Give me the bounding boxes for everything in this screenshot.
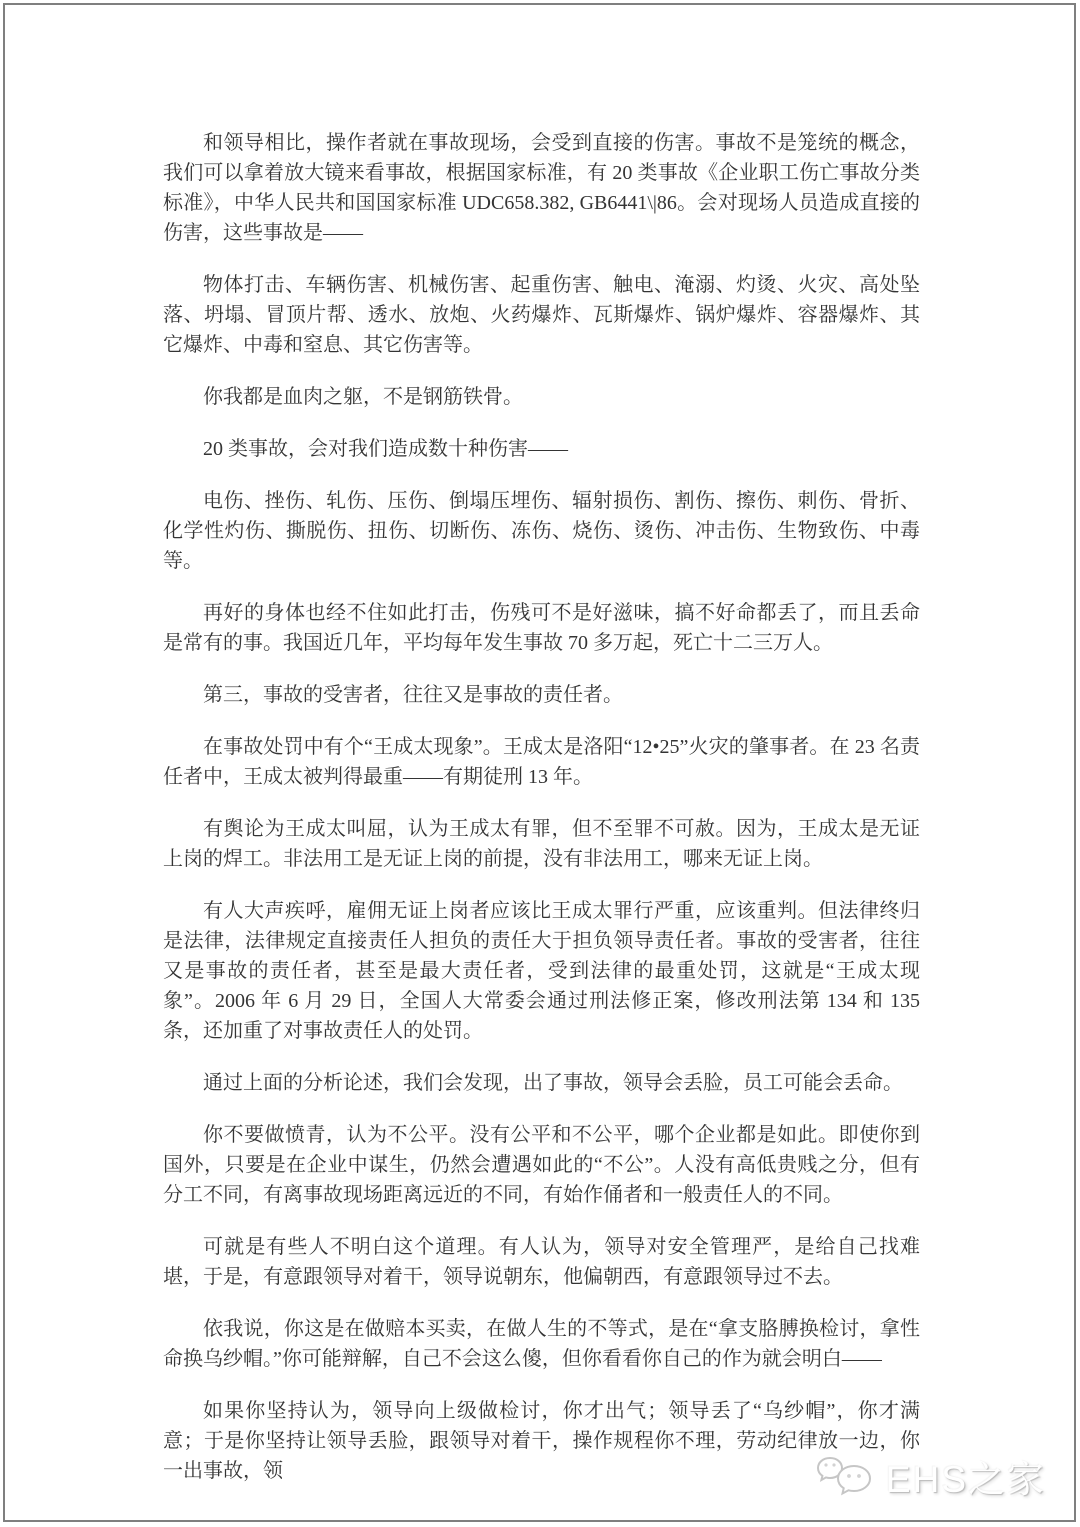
paragraph: 第三，事故的受害者，往往又是事故的责任者。 (203, 684, 623, 706)
document-body (163, 128, 920, 1508)
paragraph: 通过上面的分析论述，我们会发现，出了事故，领导会丢脸，员工可能会丢命。 (203, 1072, 903, 1094)
paragraph: 有舆论为王成太叫屈，认为王成太有罪，但不至罪不可赦。因为，王成太是无证上岗的焊工。非法用工是无证上岗的前提，没有非法用工，哪来无证上岗。 (163, 818, 920, 870)
paragraph: 电伤、挫伤、轧伤、压伤、倒塌压埋伤、辐射损伤、割伤、擦伤、刺伤、骨折、化学性灼伤、撕脱伤、扭伤、切断伤、冻伤、烧伤、烫伤、冲击伤、生物致伤、中毒等。 (163, 490, 920, 572)
watermark-label: EHS之家 (885, 1459, 1046, 1500)
paragraph: 有人大声疾呼，雇佣无证上岗者应该比王成太罪行严重，应该重判。但法律终归是法律，法律规定直接责任人担负的责任大于担负领导责任者。事故的受害者，往往又是事故的责任者，甚至是最大责任者，受到法律的最重处罚，这就是“王成太现象”。2006 年 6 月 29 日，全国人大常委会通过刑法修正案，修改刑法第 134 和 135 条，还加重了对事故责任人的处罚。 (163, 900, 920, 1042)
paragraph: 和领导相比，操作者就在事故现场，会受到直接的伤害。事故不是笼统的概念，我们可以拿着放大镜来看事故，根据国家标准，有 20 类事故《企业职工伤亡事故分类标准》，中华人民共和国国家标准 UDC658.382, GB6441\|86。会对现场人员造成直接的伤害，这些事故是—— (163, 132, 920, 244)
watermark (816, 1449, 1046, 1503)
paragraph: 可就是有些人不明白这个道理。有人认为，领导对安全管理严，是给自己找难堪，于是，有意跟领导对着干，领导说朝东，他偏朝西，有意跟领导过不去。 (163, 1236, 920, 1288)
paragraph: 20 类事故，会对我们造成数十种伤害—— (203, 438, 568, 460)
paragraph: 物体打击、车辆伤害、机械伤害、起重伤害、触电、淹溺、灼烫、火灾、高处坠落、坍塌、冒顶片帮、透水、放炮、火药爆炸、瓦斯爆炸、锅炉爆炸、容器爆炸、其它爆炸、中毒和窒息、其它伤害等。 (163, 274, 920, 356)
paragraph: 你我都是血肉之躯，不是钢筋铁骨。 (203, 386, 523, 408)
paragraph: 如果你坚持认为，领导向上级做检讨，你才出气；领导丢了“乌纱帽”，你才满意；于是你坚持让领导丢脸，跟领导对着干，操作规程你不理，劳动纪律放一边，你一出事故，领 (163, 1400, 920, 1482)
paragraph: 在事故处罚中有个“王成太现象”。王成太是洛阳“12•25”火灾的肇事者。在 23 名责任者中，王成太被判得最重——有期徒刑 13 年。 (163, 736, 920, 788)
wechat-icon (816, 1452, 878, 1500)
paragraph: 再好的身体也经不住如此打击，伤残可不是好滋味，搞不好命都丢了，而且丢命是常有的事。我国近几年，平均每年发生事故 70 多万起，死亡十二三万人。 (163, 602, 920, 654)
paragraph: 你不要做愤青，认为不公平。没有公平和不公平，哪个企业都是如此。即使你到国外，只要是在企业中谋生，仍然会遭遇如此的“不公”。人没有高低贵贱之分，但有分工不同，有离事故现场距离远近的不同，有始作俑者和一般责任人的不同。 (163, 1124, 920, 1206)
paragraph: 依我说，你这是在做赔本买卖，在做人生的不等式，是在“拿支胳膊换检讨，拿性命换乌纱帽。”你可能辩解，自己不会这么傻，但你看看你自己的作为就会明白—— (163, 1318, 920, 1370)
